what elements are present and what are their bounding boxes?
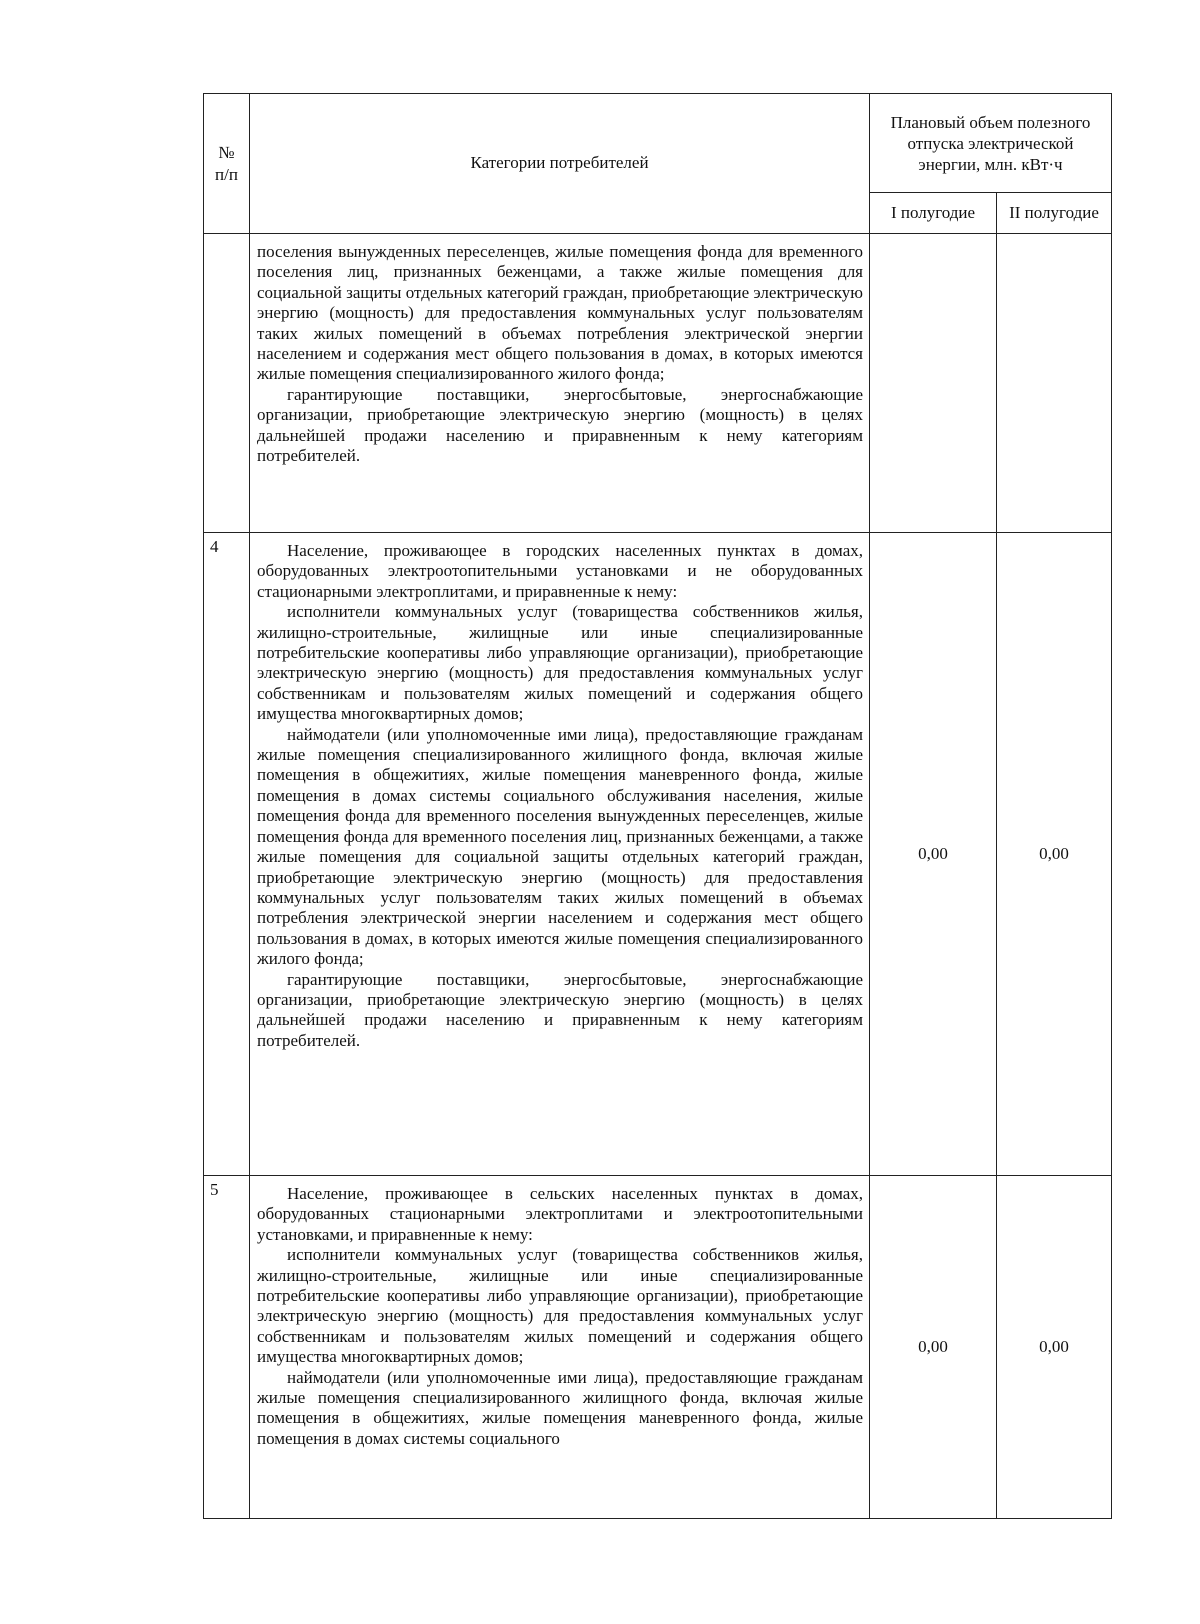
row-number: 5: [204, 1176, 250, 1519]
row-category-text: [250, 533, 870, 1176]
header-category: Категории потребителей: [250, 94, 870, 234]
category-paragraph: гарантирующие поставщики, энергосбытовые, энергоснабжающие организации, приобретающие электрическую энергию (мощность) в целях дальнейшей продажи населению и приравненным к нему категориям потребителей.: [257, 384, 863, 466]
consumption-table: [203, 93, 1112, 1519]
row-half1-value: 0,00: [870, 1176, 997, 1519]
row-half2-value: 0,00: [997, 533, 1112, 1176]
table-row: [204, 234, 1112, 533]
category-paragraph: Население, проживающее в сельских населенных пунктах в домах, оборудованных стационарными электроплитами и электроотопительными установками, и приравненные к нему:: [257, 1184, 863, 1244]
category-paragraph: поселения вынужденных переселенцев, жилые помещения фонда для временного поселения лиц, признанных беженцами, а также жилые помещения для социальной защиты отдельных категорий граждан, приобретающие электрическую энергию (мощность) для предоставления коммунальных услуг пользователям таких жилых помещений в объемах потребления электрической энергии населением и содержания мест общего пользования в домах, в которых имеются жилые помещения специализированного жилого фонда;: [257, 242, 863, 384]
category-paragraph: наймодатели (или уполномоченные ими лица), предоставляющие гражданам жилые помещения специализированного жилищного фонда, включая жилые помещения в общежитиях, жилые помещения маневренного фонда, жилые помещения в домах системы социального обслуживания населения, жилые помещения фонда для временного поселения вынужденных переселенцев, жилые помещения фонда для временного поселения лиц, признанных беженцами, а также жилые помещения для социальной защиты отдельных категорий граждан, приобретающие электрическую энергию (мощность) для предоставления коммунальных услуг пользователям таких жилых помещений в объемах потребления электрической энергии населением и содержания мест общего пользования в домах, в которых имеются жилые помещения специализированного жилого фонда;: [257, 724, 863, 969]
row-half1-value: 0,00: [870, 533, 997, 1176]
category-paragraph: исполнители коммунальных услуг (товарищества собственников жилья, жилищно-строительные, жилищные или иные специализированные потребительские кооперативы либо управляющие организации), приобретающие электрическую энергию (мощность) для предоставления коммунальных услуг собственникам и пользователям жилых помещений и содержания общего имущества многоквартирных домов;: [257, 602, 863, 724]
header-number-abbr: п/п: [215, 164, 238, 184]
row-half1-value: [870, 234, 997, 533]
header-number-symbol: №: [218, 142, 235, 162]
header-half2: II полугодие: [997, 193, 1112, 234]
header-volume: Плановый объем полезного отпуска электрической энергии, млн. кВт·ч: [870, 94, 1112, 193]
category-paragraph: исполнители коммунальных услуг (товарищества собственников жилья, жилищно-строительные, жилищные или иные специализированные потребительские кооперативы либо управляющие организации), приобретающие электрическую энергию (мощность) для предоставления коммунальных услуг собственникам и пользователям жилых помещений и содержания общего имущества многоквартирных домов;: [257, 1245, 863, 1367]
table-row: [204, 1176, 1112, 1519]
row-half2-value: [997, 234, 1112, 533]
header-half1: I полугодие: [870, 193, 997, 234]
row-half2-value: 0,00: [997, 1176, 1112, 1519]
table-row: [204, 533, 1112, 1176]
category-paragraph: Население, проживающее в городских населенных пунктах в домах, оборудованных электроотопительными установками и не оборудованных стационарными электроплитами, и приравненные к нему:: [257, 541, 863, 601]
row-category-text: [250, 1176, 870, 1519]
row-number: [204, 234, 250, 533]
category-paragraph: наймодатели (или уполномоченные ими лица), предоставляющие гражданам жилые помещения специализированного жилищного фонда, включая жилые помещения в общежитиях, жилые помещения маневренного фонда, жилые помещения в домах системы социального: [257, 1367, 863, 1448]
row-number: 4: [204, 533, 250, 1176]
row-category-text: [250, 234, 870, 533]
header-number: [204, 94, 250, 234]
category-paragraph: гарантирующие поставщики, энергосбытовые, энергоснабжающие организации, приобретающие электрическую энергию (мощность) в целях дальнейшей продажи населению и приравненным к нему категориям потребителей.: [257, 969, 863, 1050]
